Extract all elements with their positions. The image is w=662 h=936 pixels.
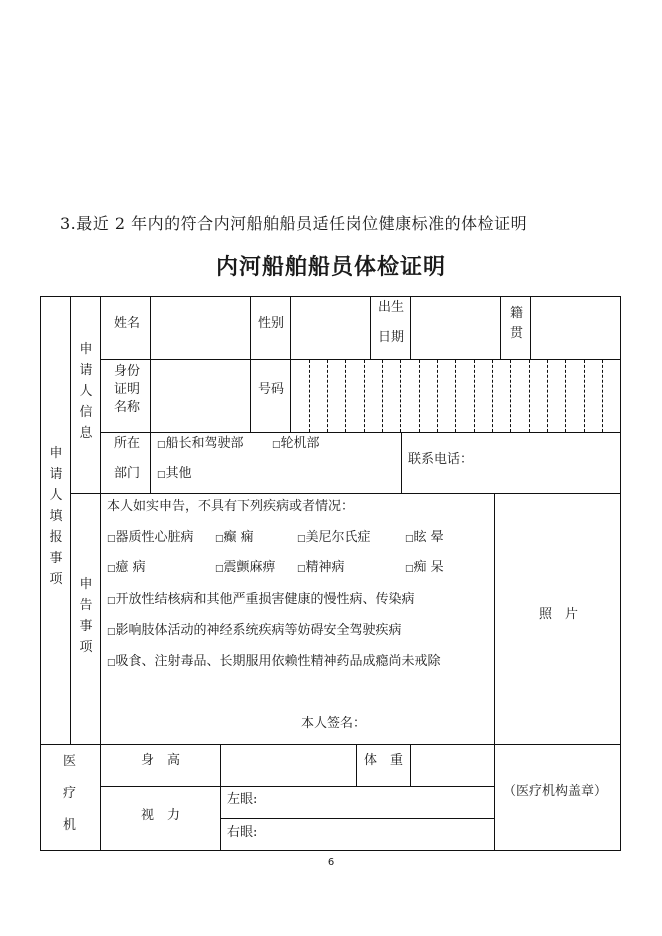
section-declaration-label: 申告事项 (79, 577, 93, 655)
id-digit-divider (364, 360, 365, 432)
condition-checkbox[interactable] (107, 593, 415, 606)
section-applicant-fill (40, 296, 71, 745)
checkbox-icon[interactable]: □ (107, 596, 116, 606)
photo-box[interactable] (494, 493, 621, 745)
checkbox-icon[interactable]: □ (272, 440, 281, 450)
page-number: 6 (327, 857, 335, 868)
height-label: 身 高 (141, 753, 181, 768)
section-applicant-info-label: 申请人信息 (79, 342, 93, 441)
id-digit-divider (309, 360, 310, 432)
checkbox-icon[interactable]: □ (157, 470, 166, 480)
condition-checkbox[interactable] (107, 561, 146, 574)
id-digit-divider (400, 360, 401, 432)
condition-checkbox[interactable] (405, 561, 444, 574)
checkbox-icon[interactable]: □ (215, 564, 224, 574)
phone-field[interactable] (401, 432, 621, 494)
id-digit-divider (547, 360, 548, 432)
id-digit-divider (327, 360, 328, 432)
photo-label: 照 片 (539, 607, 579, 622)
checkbox-icon[interactable]: □ (297, 534, 306, 544)
section-applicant-info (70, 296, 101, 494)
id-digit-divider (510, 360, 511, 432)
condition-label: 器质性心脏病 (115, 530, 194, 545)
checkbox-icon[interactable]: □ (297, 564, 306, 574)
section-declaration (70, 493, 101, 745)
condition-checkbox[interactable] (107, 655, 441, 668)
condition-checkbox[interactable] (405, 531, 444, 544)
section-applicant-fill-label: 申请人填报事项 (49, 446, 63, 587)
stamp-label: （医疗机构盖章） (503, 784, 608, 799)
name-field[interactable] (150, 296, 251, 360)
condition-label: 精神病 (305, 560, 345, 575)
gender-label: 性别 (258, 316, 285, 331)
department-options-cell (150, 432, 402, 494)
id-digit-divider (584, 360, 585, 432)
declaration-statement: 本人如实申告，不具有下列疾病或者情况： (107, 499, 355, 514)
native-place-label-cell (500, 296, 531, 360)
height-field[interactable] (220, 744, 357, 787)
weight-field[interactable] (410, 744, 495, 787)
id-digit-divider (382, 360, 383, 432)
condition-checkbox[interactable] (215, 531, 254, 544)
height-label-cell (100, 744, 221, 787)
condition-label: 影响肢体活动的神经系统疾病等妨碍安全驾驶疾病 (115, 623, 402, 638)
condition-checkbox[interactable] (215, 561, 276, 574)
id-digit-divider (419, 360, 420, 432)
id-type-label-line2: 证明 (114, 382, 141, 397)
native-place-field[interactable] (530, 296, 621, 360)
department-label-line2: 部门 (114, 466, 141, 481)
condition-label: 癫 痫 (223, 530, 254, 545)
gender-field[interactable] (290, 296, 371, 360)
right-eye-label: 右眼: (227, 825, 258, 840)
condition-label: 痴 呆 (413, 560, 444, 575)
weight-label: 体 重 (364, 753, 404, 768)
checkbox-icon[interactable]: □ (405, 534, 414, 544)
gender-label-cell (250, 296, 291, 360)
name-label-cell (100, 296, 151, 360)
right-eye-field[interactable] (220, 818, 495, 851)
id-digit-divider (474, 360, 475, 432)
department-option-engine[interactable] (272, 437, 320, 450)
condition-checkbox[interactable] (297, 531, 371, 544)
checkbox-icon[interactable]: □ (157, 440, 166, 450)
native-place-label-line2: 贯 (510, 326, 524, 341)
vision-label: 视 力 (141, 808, 181, 823)
name-label: 姓名 (114, 316, 141, 331)
checkbox-icon[interactable]: □ (107, 564, 116, 574)
condition-label: 癔 病 (115, 560, 146, 575)
section-medical-label-1: 医 (63, 754, 77, 769)
declaration-body (100, 493, 495, 745)
id-digit-divider (437, 360, 438, 432)
left-eye-field[interactable] (220, 786, 495, 819)
vision-label-cell (100, 786, 221, 851)
birth-label-cell (370, 296, 411, 360)
checkbox-icon[interactable]: □ (405, 564, 414, 574)
section-medical-label-2: 疗 (63, 786, 77, 801)
stamp-box (494, 744, 621, 851)
section-medical (40, 744, 101, 851)
department-option-deck[interactable] (157, 437, 244, 450)
checkbox-icon[interactable]: □ (107, 658, 116, 668)
birth-label-line1: 出生 (378, 300, 405, 315)
department-option-engine-label: 轮机部 (280, 436, 320, 451)
checkbox-icon[interactable]: □ (107, 534, 116, 544)
id-type-label-line1: 身份 (114, 364, 141, 379)
department-option-other[interactable] (157, 467, 192, 480)
form-title: 内河船舶船员体检证明 (215, 255, 446, 280)
department-label-line1: 所在 (114, 436, 141, 451)
intro-line: 3.最近 2 年内的符合内河船舶船员适任岗位健康标准的体检证明 (60, 214, 528, 233)
id-type-label-line3: 名称 (114, 400, 141, 415)
department-option-deck-label: 船长和驾驶部 (165, 436, 244, 451)
phone-label: 联系电话： (408, 452, 474, 467)
birth-label-line2: 日期 (378, 330, 405, 345)
section-medical-label-3: 机 (63, 818, 77, 833)
id-digit-divider (455, 360, 456, 432)
checkbox-icon[interactable]: □ (107, 627, 116, 637)
id-digit-divider (529, 360, 530, 432)
birth-date-field[interactable] (410, 296, 501, 360)
condition-label: 震颤麻痹 (223, 560, 276, 575)
condition-label: 美尼尔氏症 (305, 530, 371, 545)
condition-label: 眩 晕 (413, 530, 444, 545)
department-option-other-label: 其他 (165, 466, 192, 481)
id-number-label-cell (250, 359, 291, 433)
department-label-cell (100, 432, 151, 494)
id-number-label: 号码 (258, 382, 285, 397)
id-type-field[interactable] (150, 359, 251, 433)
condition-label: 吸食、注射毒品、长期服用依赖性精神药品成瘾尚未戒除 (115, 654, 441, 669)
checkbox-icon[interactable]: □ (215, 534, 224, 544)
condition-label: 开放性结核病和其他严重损害健康的慢性病、传染病 (115, 592, 415, 607)
condition-checkbox[interactable] (297, 561, 345, 574)
id-digit-divider (345, 360, 346, 432)
id-digit-divider (565, 360, 566, 432)
native-place-label-line1: 籍 (510, 306, 524, 321)
id-digit-divider (602, 360, 603, 432)
left-eye-label: 左眼: (227, 792, 258, 807)
signature-label: 本人签名： (301, 716, 367, 731)
weight-label-cell (356, 744, 411, 787)
condition-checkbox[interactable] (107, 624, 402, 637)
id-type-label-cell (100, 359, 151, 433)
condition-checkbox[interactable] (107, 531, 194, 544)
id-digit-divider (492, 360, 493, 432)
